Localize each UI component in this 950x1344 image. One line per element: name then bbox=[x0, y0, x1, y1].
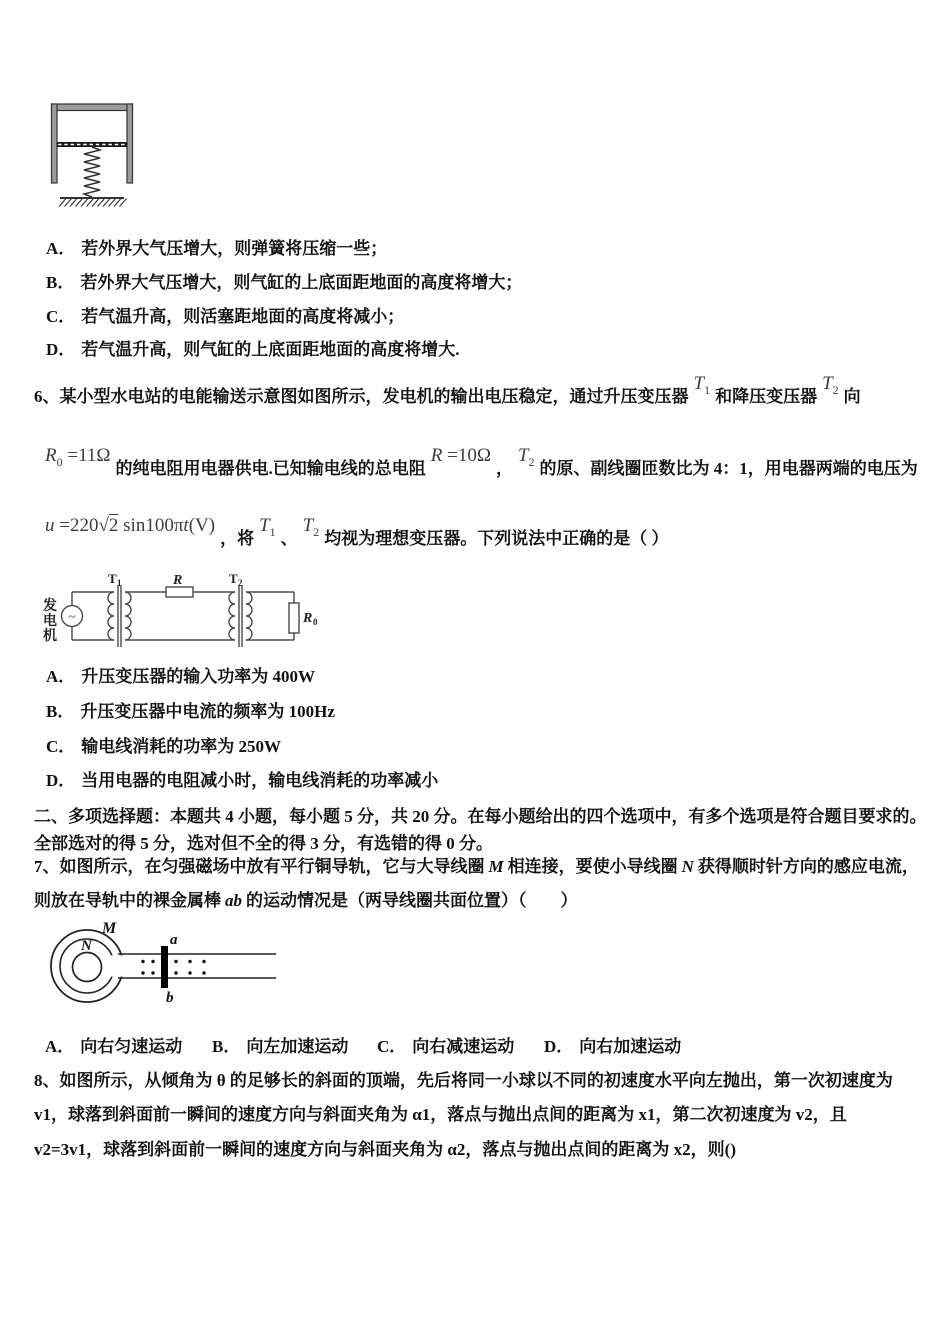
coil-n-ref: N bbox=[681, 857, 694, 876]
stem-text: 均视为理想变压器。下列说法中正确的是（ ） bbox=[324, 529, 669, 548]
coil-n-label: N bbox=[81, 938, 92, 954]
cylinder-top bbox=[52, 104, 133, 111]
option-text: 若外界大气压增大，则弹簧将压缩一些； bbox=[81, 239, 388, 258]
u-t: t bbox=[183, 515, 189, 536]
r-base: R bbox=[430, 445, 443, 466]
option-label: C． bbox=[46, 737, 76, 756]
r0-base: R bbox=[45, 445, 57, 466]
option-text: 向右减速运动 bbox=[412, 1037, 515, 1056]
generator-tilde: ~ bbox=[68, 610, 76, 625]
q7-stem-line-1 bbox=[34, 856, 919, 878]
q7-option-b bbox=[212, 1036, 348, 1058]
q6-stem-line-3 bbox=[40, 515, 669, 556]
q6-stem-line-1 bbox=[34, 373, 861, 414]
option-text: 向右加速运动 bbox=[579, 1037, 682, 1056]
r0-label: R bbox=[303, 611, 313, 626]
u-base: u bbox=[45, 515, 55, 536]
section-2-header-line-2: 全部选对的得 5 分，选对但不全的得 3 分，有选错的得 0 分。 bbox=[34, 834, 493, 853]
figure-coils-rails bbox=[48, 918, 288, 1018]
option-text: 向左加速运动 bbox=[246, 1037, 349, 1056]
sqrt-sign: √ bbox=[98, 515, 109, 536]
q7-option-a bbox=[45, 1036, 182, 1058]
u-eq: =220 bbox=[54, 515, 99, 536]
coil-m-label: M bbox=[102, 920, 117, 937]
option-text: 输电线消耗的功率为 250W bbox=[81, 737, 282, 756]
t1-label: T bbox=[108, 572, 117, 586]
stem-text: 的纯电阻用电器供电.已知输电线的总电阻 bbox=[115, 459, 426, 478]
option-label: A． bbox=[45, 1037, 75, 1056]
stem-text: 则放在导轨中的裸金属棒 bbox=[34, 891, 221, 910]
coil-n bbox=[73, 953, 102, 982]
stem-text: 和降压变压器 bbox=[715, 387, 818, 406]
q7-option-c bbox=[377, 1036, 514, 1058]
coil-m-ref: M bbox=[488, 857, 504, 876]
rail-gap-mask bbox=[106, 955, 144, 976]
q7-option-d bbox=[544, 1036, 681, 1058]
stem-text: 获得顺时针方向的感应电流， bbox=[697, 857, 919, 876]
option-text: 向右匀速运动 bbox=[80, 1037, 183, 1056]
q6-option-a bbox=[46, 666, 315, 688]
figure-circuit bbox=[42, 572, 327, 656]
t2-label: T bbox=[229, 572, 238, 586]
q6-option-c bbox=[46, 736, 281, 758]
circuit-svg bbox=[42, 572, 327, 656]
t-base: T bbox=[517, 445, 529, 466]
field-dots bbox=[141, 960, 205, 975]
stem-text: 7、如图所示，在匀强磁场中放有平行铜导轨，它与大导线圈 bbox=[34, 857, 485, 876]
t2-symbol bbox=[303, 515, 320, 543]
r0-value: =11Ω bbox=[62, 445, 111, 466]
stem-text: 6、某小型水电站的电能输送示意图如图所示，发电机的输出电压稳定，通过升压变压器 bbox=[34, 387, 689, 406]
r0-label-sub: 0 bbox=[313, 617, 318, 627]
option-label: B． bbox=[212, 1037, 241, 1056]
t2-sub: 2 bbox=[313, 524, 320, 539]
cylinder-left-wall bbox=[52, 104, 58, 183]
u-formula bbox=[45, 515, 215, 537]
q5-option-d bbox=[46, 339, 460, 361]
q8-stem-line-2: v1，球落到斜面前一瞬间的速度方向与斜面夹角为 α1，落点与抛出点间的距离为 x1，第二次初速度为 v2，且 bbox=[34, 1105, 847, 1124]
option-label: A． bbox=[46, 239, 76, 258]
option-label: C． bbox=[377, 1037, 407, 1056]
t2-primary-coil bbox=[229, 592, 235, 640]
option-text: 若外界大气压增大，则气缸的上底面距地面的高度将增大； bbox=[80, 273, 523, 292]
generator-label: 发电机 bbox=[43, 599, 57, 644]
t1-sub: 1 bbox=[704, 382, 711, 397]
ground-hatching bbox=[59, 199, 127, 207]
q5-option-a bbox=[46, 238, 387, 260]
t-base: T bbox=[302, 515, 314, 536]
r0-formula bbox=[45, 445, 111, 473]
t2-secondary-coil bbox=[246, 592, 252, 640]
stem-text: ， bbox=[495, 459, 513, 478]
q8-stem-line-3: v2=3v1，球落到斜面前一瞬间的速度方向与斜面夹角为 α2，落点与抛出点间的距离为 x2，则() bbox=[34, 1140, 736, 1159]
q5-option-b bbox=[46, 272, 522, 294]
stem-text: 、 bbox=[280, 529, 298, 548]
t1-sub: 1 bbox=[269, 524, 276, 539]
option-label: C． bbox=[46, 307, 76, 326]
stem-text: ，将 bbox=[220, 529, 255, 548]
r-formula bbox=[431, 445, 491, 467]
t2-symbol bbox=[518, 445, 535, 473]
rod-a-label: a bbox=[170, 932, 178, 948]
option-label: A． bbox=[46, 667, 76, 686]
rod-ab-ref: ab bbox=[225, 891, 242, 910]
option-text: 升压变压器中电流的频率为 100Hz bbox=[80, 702, 335, 721]
t1-secondary-coil bbox=[125, 592, 131, 640]
t1-label-sub: 1 bbox=[117, 578, 122, 588]
q7-stem-line-2 bbox=[34, 890, 578, 912]
figure-cylinder-spring bbox=[50, 101, 136, 213]
q6-option-d bbox=[46, 770, 438, 792]
u-mid: sin100π bbox=[118, 515, 184, 536]
rod-b-label: b bbox=[166, 990, 174, 1006]
option-label: D． bbox=[46, 771, 76, 790]
t1-symbol bbox=[694, 373, 711, 401]
option-text: 若气温升高，则气缸的上底面距地面的高度将增大. bbox=[81, 340, 460, 359]
t2-sub: 2 bbox=[528, 454, 535, 469]
cylinder-right-wall bbox=[127, 104, 133, 183]
rod-ab bbox=[161, 946, 168, 988]
t2-label-sub: 2 bbox=[238, 578, 243, 588]
r-label: R bbox=[173, 573, 183, 588]
q8-stem-line-1: 8、如图所示，从倾角为 θ 的足够长的斜面的顶端，先后将同一小球以不同的初速度水平向左抛出，第一次初速度为 bbox=[34, 1071, 893, 1090]
option-text: 当用电器的电阻减小时，输电线消耗的功率减小 bbox=[81, 771, 439, 790]
t2-sub: 2 bbox=[832, 382, 839, 397]
r0-sub: 0 bbox=[56, 454, 63, 469]
stem-text: 相连接，要使小导线圈 bbox=[507, 857, 678, 876]
u-end: (V) bbox=[188, 515, 216, 536]
option-label: D． bbox=[46, 340, 76, 359]
t2-symbol bbox=[822, 373, 839, 401]
q6-option-b bbox=[46, 701, 335, 723]
load-resistor-r0 bbox=[289, 603, 299, 633]
q5-option-c bbox=[46, 306, 404, 328]
option-label: D． bbox=[544, 1037, 574, 1056]
stem-text: 向 bbox=[843, 387, 861, 406]
option-label: B． bbox=[46, 702, 75, 721]
spring bbox=[84, 147, 100, 197]
t1-primary-coil bbox=[108, 592, 114, 640]
u-radicand: 2 bbox=[108, 515, 119, 536]
option-text: 升压变压器的输入功率为 400W bbox=[81, 667, 316, 686]
r-value: =10Ω bbox=[442, 445, 491, 466]
stem-text: 的运动情况是（两导线圈共面位置）（ ） bbox=[246, 891, 578, 910]
t-base: T bbox=[259, 515, 270, 536]
option-label: B． bbox=[46, 273, 75, 292]
section-2-header-line-1: 二、多项选择题：本题共 4 小题，每小题 5 分，共 20 分。在每小题给出的四个选项中，有多个选项是符合题目要求的。 bbox=[34, 807, 927, 826]
t-base: T bbox=[822, 373, 833, 394]
line-resistor-r bbox=[166, 587, 193, 597]
t1-symbol bbox=[259, 515, 276, 543]
stem-text: 的原、副线圈匝数比为 4：1，用电器两端的电压为 bbox=[539, 459, 918, 478]
t-base: T bbox=[693, 373, 705, 394]
option-text: 若气温升高，则活塞距地面的高度将减小； bbox=[81, 307, 405, 326]
